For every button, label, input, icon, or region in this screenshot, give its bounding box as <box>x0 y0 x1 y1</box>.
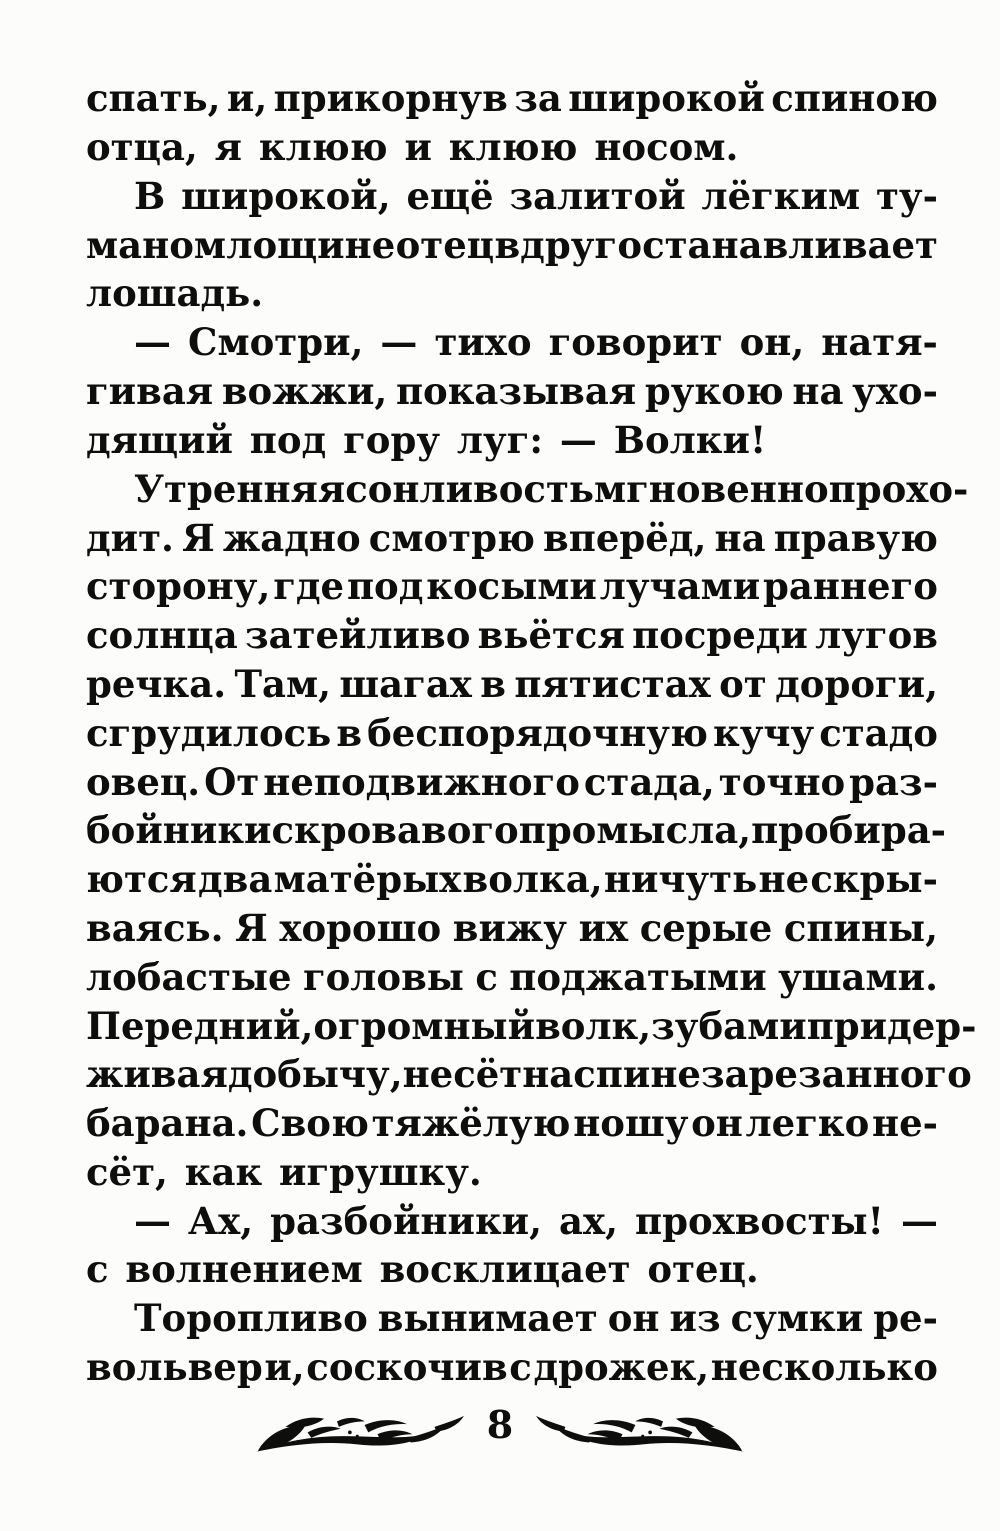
word: Передний, <box>86 1003 314 1048</box>
word: Ах, <box>188 1198 254 1243</box>
word: стадо <box>819 710 938 755</box>
text-line <box>86 757 938 806</box>
word: лобастые <box>86 954 292 999</box>
word: на <box>792 369 844 414</box>
word: От <box>204 759 260 804</box>
word: речка. <box>86 661 227 706</box>
word: серые <box>639 905 773 950</box>
word: широкой <box>568 76 765 121</box>
word: за <box>514 76 562 121</box>
text-line: лошадь. <box>86 271 264 316</box>
word: спине <box>573 1052 701 1097</box>
word: ах, <box>559 1198 618 1243</box>
word: барана. <box>86 1101 249 1146</box>
text-block <box>86 74 977 1392</box>
text-line <box>86 855 938 904</box>
word: пробира- <box>751 808 947 853</box>
word: посреди <box>632 613 808 658</box>
page-footer <box>0 1404 1000 1460</box>
word: В <box>134 173 166 218</box>
word: ту- <box>875 173 938 218</box>
word: прохвосты! <box>635 1198 884 1243</box>
text-line <box>86 1294 938 1343</box>
word: огромный <box>313 1003 536 1048</box>
word: живая <box>86 1052 228 1097</box>
text-line: дящий под гору луг: — Волки! <box>86 417 767 462</box>
word: хорошо <box>279 905 442 950</box>
word: раз- <box>849 759 938 804</box>
word: несколько <box>710 1345 938 1390</box>
word: широкой, <box>181 173 391 218</box>
word: волка, <box>462 857 603 902</box>
word: солнца <box>86 613 238 658</box>
text-line <box>86 1050 972 1099</box>
word: косыми <box>426 564 597 609</box>
word: два <box>198 857 273 902</box>
word: сгрудилось <box>86 710 332 755</box>
word: Смотри, <box>188 320 364 365</box>
word: овец. <box>86 759 201 804</box>
word: из <box>669 1296 721 1341</box>
word: их <box>578 905 629 950</box>
text-line <box>86 660 938 709</box>
word: ушами. <box>778 954 938 999</box>
word: ваясь. <box>86 905 224 950</box>
text-line <box>86 74 938 123</box>
word: и, <box>264 1345 305 1390</box>
word: натя- <box>821 320 938 365</box>
word: от <box>719 661 767 706</box>
word: сонливость <box>345 466 594 511</box>
word: лучами <box>599 564 761 609</box>
word: с <box>475 954 498 999</box>
text-line <box>86 1001 977 1050</box>
word: Торопливо <box>134 1296 368 1341</box>
word: показывая <box>395 369 637 414</box>
word: прохо- <box>828 466 969 511</box>
word: на <box>714 515 766 560</box>
word: не <box>758 857 810 902</box>
word: — <box>380 320 418 365</box>
text-line: с волнением восклицает отец. <box>86 1247 759 1292</box>
word: дрожек, <box>533 1345 710 1390</box>
word: точно <box>718 759 846 804</box>
word: стада, <box>583 759 715 804</box>
word: под <box>346 564 424 609</box>
word: лугов <box>815 613 938 658</box>
floral-flourish-icon <box>250 1414 470 1460</box>
word: вперёд, <box>543 515 707 560</box>
word: ются <box>86 857 197 902</box>
word: раннего <box>763 564 938 609</box>
word: кучу <box>712 710 815 755</box>
word: шагах <box>339 661 472 706</box>
word: тяжёлую <box>371 1101 571 1146</box>
word: залитой <box>509 173 686 218</box>
word: Я <box>182 515 215 560</box>
word: Утренняя <box>134 466 346 511</box>
floral-flourish-icon <box>530 1414 750 1460</box>
text-line <box>86 367 938 416</box>
word: головы <box>302 954 464 999</box>
word: он <box>691 1101 743 1146</box>
word: лощине <box>226 222 396 267</box>
word: несёт <box>402 1052 523 1097</box>
text-line: отца, я клюю и клюю носом. <box>86 124 739 169</box>
word: скры- <box>810 857 938 902</box>
word: соскочив <box>306 1345 508 1390</box>
page-number: 8 <box>486 1402 514 1447</box>
word: останавливает <box>617 222 938 267</box>
word: ещё <box>406 173 494 218</box>
word: он <box>607 1296 660 1341</box>
word: разбойники, <box>270 1198 542 1243</box>
word: спиною <box>771 76 938 121</box>
word: Свою <box>251 1101 369 1146</box>
word: гивая <box>86 369 214 414</box>
text-line <box>86 562 938 611</box>
word: дит. <box>86 515 174 560</box>
text-line <box>86 611 938 660</box>
word: ничуть <box>603 857 758 902</box>
word: — <box>900 1198 938 1243</box>
text-line <box>86 172 938 221</box>
text-line <box>86 1196 938 1245</box>
word: неподвижного <box>263 759 580 804</box>
word: спины, <box>783 905 938 950</box>
word: вожжи, <box>221 369 388 414</box>
word: поджатыми <box>509 954 767 999</box>
text-line <box>86 904 938 953</box>
text-line <box>86 1343 938 1392</box>
word: он, <box>739 320 805 365</box>
word: правую <box>773 515 938 560</box>
word: зарезанного <box>700 1052 972 1097</box>
word: мгновенно <box>593 466 829 511</box>
word: затейливо <box>244 613 471 658</box>
word: говорит <box>548 320 723 365</box>
word: где <box>273 564 345 609</box>
word: вольвер <box>86 1345 263 1390</box>
word: вдруг <box>494 222 618 267</box>
word: жадно <box>222 515 361 560</box>
text-line <box>86 806 947 855</box>
word: волк, <box>535 1003 652 1048</box>
word: лёгким <box>701 173 861 218</box>
text-line <box>86 708 938 757</box>
text-line <box>86 220 938 269</box>
text-line <box>86 952 938 1001</box>
word: на <box>522 1052 574 1097</box>
word: вынимает <box>377 1296 598 1341</box>
word: ухо- <box>852 369 938 414</box>
word: сумки <box>730 1296 864 1341</box>
word: легко <box>745 1101 870 1146</box>
word: с <box>271 808 295 853</box>
word: сторону, <box>86 564 271 609</box>
word: беспорядочную <box>367 710 708 755</box>
word: тихо <box>434 320 532 365</box>
word: отец <box>395 222 495 267</box>
word: вьётся <box>477 613 625 658</box>
word: дороги, <box>775 661 938 706</box>
word: Там, <box>234 661 332 706</box>
word: кровавого <box>294 808 519 853</box>
word: маном <box>86 222 227 267</box>
word: — <box>134 320 171 365</box>
word: смотрю <box>368 515 535 560</box>
word: прикорнув <box>273 76 508 121</box>
word: рукою <box>644 369 784 414</box>
word: спать, <box>86 76 221 121</box>
text-line <box>86 318 938 367</box>
word: придер- <box>806 1003 977 1048</box>
word: вижу <box>452 905 567 950</box>
word: добычу, <box>227 1052 403 1097</box>
text-line <box>86 464 969 513</box>
text-line <box>86 513 938 562</box>
word: промысла, <box>518 808 752 853</box>
word: ре- <box>873 1296 938 1341</box>
word: — <box>134 1198 171 1243</box>
word: бойники <box>86 808 272 853</box>
word: не- <box>872 1101 938 1146</box>
word: пятистах <box>514 661 711 706</box>
word: Я <box>235 905 268 950</box>
word: зубами <box>651 1003 807 1048</box>
text-line <box>86 1099 938 1148</box>
word: ношу <box>573 1101 689 1146</box>
word: и, <box>226 76 268 121</box>
word: в <box>480 661 506 706</box>
word: матёрых <box>273 857 462 902</box>
text-line: сёт, как игрушку. <box>86 1149 482 1194</box>
word: с <box>509 1345 532 1390</box>
word: в <box>336 710 363 755</box>
